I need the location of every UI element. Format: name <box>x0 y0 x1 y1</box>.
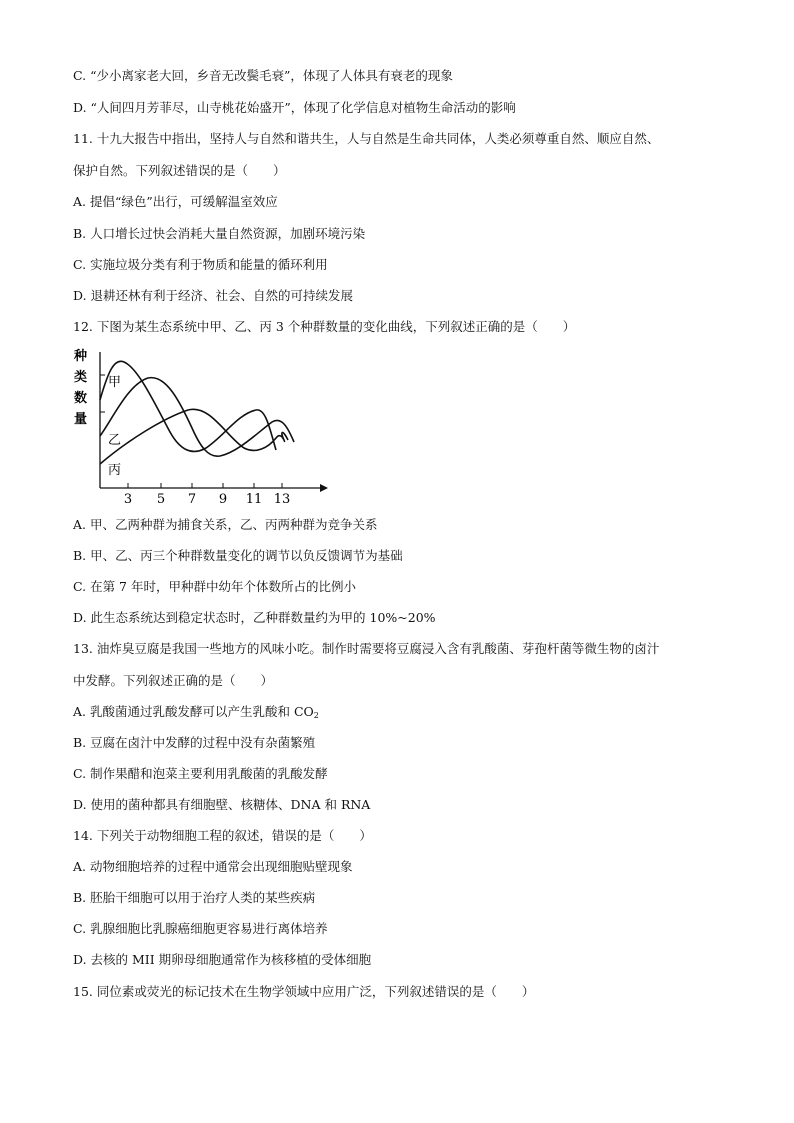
question-11-line2: 保护自然。下列叙述错误的是（ ） <box>73 163 286 178</box>
question-15: 15. 同位素或荧光的标记技术在生物学领域中应用广泛，下列叙述错误的是（ ） <box>73 984 535 999</box>
option-14c: C. 乳腺细胞比乳腺癌细胞更容易进行离体培养 <box>73 921 328 936</box>
option-14b: B. 胚胎干细胞可以用于治疗人类的某些疾病 <box>73 890 316 905</box>
x-tick-3: 3 <box>123 492 133 507</box>
curve-bing <box>100 409 288 464</box>
option-13c: C. 制作果醋和泡菜主要利用乳酸菌的乳酸发酵 <box>73 766 328 781</box>
y-label-char-1: 种 <box>74 349 88 364</box>
question-14: 14. 下列关于动物细胞工程的叙述，错误的是（ ） <box>73 828 372 843</box>
x-tick-11: 11 <box>245 492 263 507</box>
y-label-char-2: 类 <box>74 370 88 385</box>
option-11d: D. 退耕还林有利于经济、社会、自然的可持续发展 <box>73 288 354 303</box>
option-11c: C. 实施垃圾分类有利于物质和能量的循环利用 <box>73 257 328 272</box>
option-12c: C. 在第 7 年时，甲种群中幼年个体数所占的比例小 <box>73 579 356 594</box>
option-13a-text: A. 乳酸菌通过乳酸发酵可以产生乳酸和 CO <box>73 704 314 719</box>
series-label-jia: 甲 <box>108 375 122 390</box>
x-tick-9: 9 <box>218 492 228 507</box>
y-label-char-4: 量 <box>74 412 88 427</box>
x-axis-arrow <box>320 484 328 492</box>
y-label-char-3: 数 <box>74 391 88 406</box>
option-14a: A. 动物细胞培养的过程中通常会出现细胞贴壁现象 <box>73 859 353 874</box>
series-label-yi: 乙 <box>108 433 122 448</box>
option-12a: A. 甲、乙两种群为捕食关系，乙、丙两种群为竞争关系 <box>73 517 378 532</box>
option-11a: A. 提倡“绿色”出行，可缓解温室效应 <box>73 194 278 209</box>
option-13a <box>73 704 319 724</box>
option-14d: D. 去核的 MII 期卵母细胞通常作为核移植的受体细胞 <box>73 952 372 967</box>
x-tick-5: 5 <box>156 492 166 507</box>
question-11-line1: 11. 十九大报告中指出，坚持人与自然和谐共生，人与自然是生命共同体，人类必须尊重自然、顺应自然、 <box>73 131 660 146</box>
option-13d: D. 使用的菌种都具有细胞壁、核糖体、DNA 和 RNA <box>73 797 371 812</box>
option-10d: D. “人间四月芳菲尽，山寺桃花始盛开”，体现了化学信息对植物生命活动的影响 <box>73 100 516 115</box>
population-curve-figure <box>68 340 330 510</box>
option-13b: B. 豆腐在卤汁中发酵的过程中没有杂菌繁殖 <box>73 735 316 750</box>
option-12d: D. 此生态系统达到稳定状态时，乙种群数量约为甲的 10%~20% <box>73 610 436 625</box>
option-11b: B. 人口增长过快会消耗大量自然资源，加剧环境污染 <box>73 226 366 241</box>
question-13-line2: 中发酵。下列叙述正确的是（ ） <box>73 673 274 688</box>
x-tick-7: 7 <box>187 492 197 507</box>
question-13-line1: 13. 油炸臭豆腐是我国一些地方的风味小吃。制作时需要将豆腐浸入含有乳酸菌、芽孢杆菌等微生物的卤汁 <box>73 641 660 656</box>
curve-jia <box>100 361 276 451</box>
x-tick-13: 13 <box>273 492 291 507</box>
co2-subscript: 2 <box>313 711 319 720</box>
option-12b: B. 甲、乙、丙三个种群数量变化的调节以负反馈调节为基础 <box>73 548 403 563</box>
series-label-bing: 丙 <box>108 463 122 478</box>
option-10c: C. “少小离家老大回，乡音无改鬓毛衰”，体现了人体具有衰老的现象 <box>73 68 453 83</box>
question-12: 12. 下图为某生态系统中甲、乙、丙 3 个种群数量的变化曲线，下列叙述正确的是（ ） <box>73 319 576 334</box>
